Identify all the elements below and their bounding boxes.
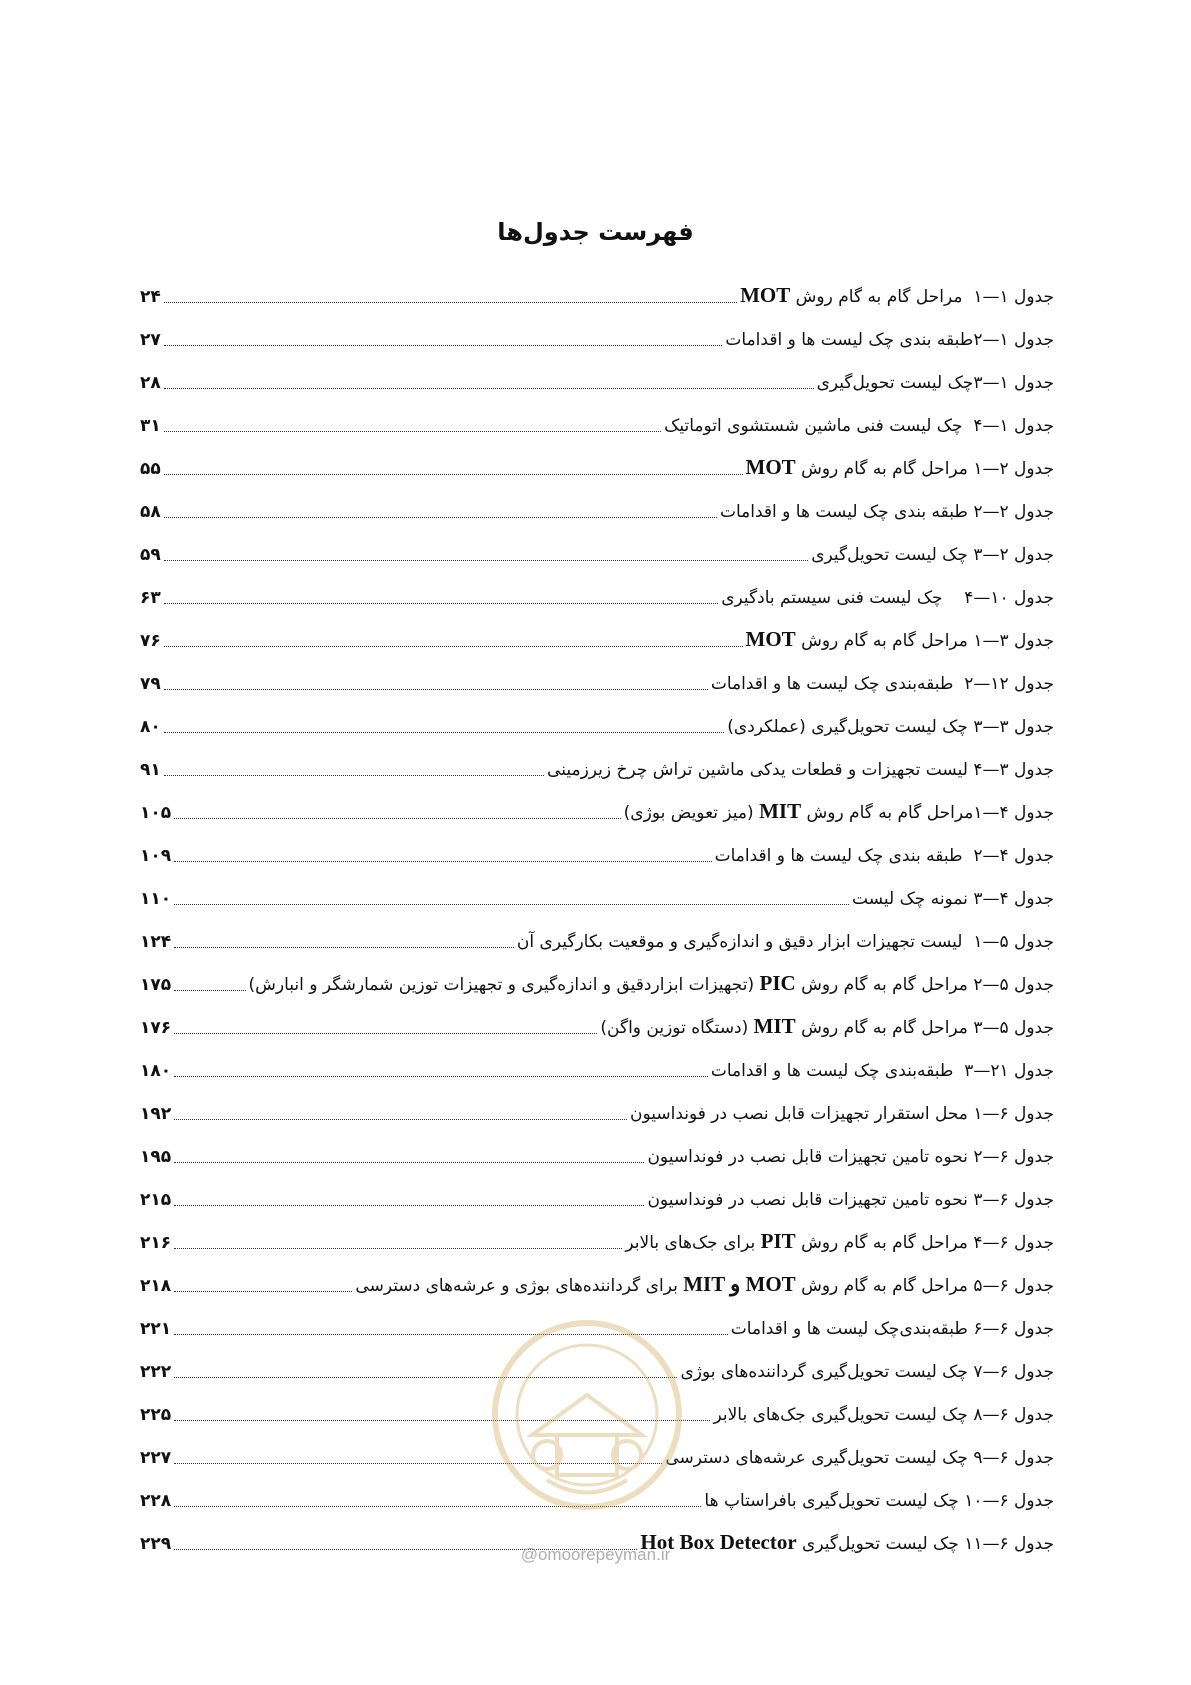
toc-entry[interactable] [140, 915, 1054, 958]
toc-page-number: ۳۱ [140, 416, 161, 436]
toc-page-number: ۱۱۰ [140, 889, 172, 909]
toc-entry-acronym: MOT [745, 627, 796, 651]
dot-leader [164, 302, 737, 303]
toc-entry-acronym: Hot Box Detector [640, 1530, 797, 1554]
toc-entry-label [811, 543, 1054, 567]
toc-entry-acronym: PIC [759, 971, 796, 995]
toc-entry-label [740, 283, 1054, 309]
toc-entry-text: جدول ۶—۱۰ چک لیست تحویل‌گیری بافراستاپ ها [704, 1491, 1054, 1511]
toc-page-number: ۲۱۶ [140, 1233, 172, 1253]
dot-leader [174, 1205, 644, 1206]
toc-entry-label [852, 887, 1054, 911]
dot-leader [164, 345, 723, 346]
toc-entry-label [731, 1317, 1054, 1341]
toc-page-number: ۲۲۸ [140, 1491, 172, 1511]
toc-entry[interactable] [140, 700, 1054, 743]
toc-page-number: ۱۸۰ [140, 1061, 172, 1081]
toc-entry[interactable] [140, 786, 1054, 829]
toc-entry[interactable] [140, 270, 1054, 313]
toc-entry-acronym: MIT و MOT [683, 1272, 796, 1296]
dot-leader [164, 646, 743, 647]
toc-entry-label [715, 844, 1054, 868]
dot-leader [164, 388, 814, 389]
dot-leader [164, 603, 718, 604]
toc-entry-label [713, 1403, 1054, 1427]
dot-leader [164, 431, 661, 432]
toc-page-number: ۲۷ [140, 330, 161, 350]
toc-entry-text: جدول ۶—۷ چک لیست تحویل‌گیری گرداننده‌های بوژی [680, 1362, 1054, 1382]
toc-entry-label [817, 371, 1054, 395]
dot-leader [174, 818, 621, 819]
toc-entry[interactable] [140, 1087, 1054, 1130]
toc-page-number: ۱۷۶ [140, 1018, 172, 1038]
toc-page-number: ۱۰۵ [140, 803, 172, 823]
toc-entry[interactable] [140, 399, 1054, 442]
toc-page-number: ۱۷۵ [140, 975, 172, 995]
toc-page-number: ۱۰۹ [140, 846, 172, 866]
watermark-url: @omoorepeyman.ir [520, 1545, 671, 1564]
toc-entry[interactable] [140, 829, 1054, 872]
toc-entry-text: جدول ۱—۳چک لیست تحویل‌گیری [816, 373, 1054, 393]
toc-page-number: ۲۴ [140, 287, 161, 307]
toc-entry-text: جدول ۵—۱ لیست تجهیزات ابزار دقیق و اندازه‌گیری و موقعیت بکارگیری آن [516, 932, 1054, 952]
toc-entry[interactable] [140, 1259, 1054, 1302]
toc-entry-label [721, 586, 1054, 610]
toc-entry[interactable] [140, 657, 1054, 700]
toc-page-number: ۷۶ [140, 631, 161, 651]
toc-entry-acronym: MIT [759, 799, 802, 823]
toc-page-number: ۵۹ [140, 545, 161, 565]
toc-entry[interactable] [140, 614, 1054, 657]
toc-entry-text: جدول ۶—۶ طبقه‌بندی‌چک لیست ها و اقدامات [730, 1319, 1054, 1339]
toc-entry-text: جدول ۲—۱ مراحل گام به گام روش [795, 459, 1054, 479]
dot-leader [174, 990, 245, 991]
toc-entry-label [711, 672, 1054, 696]
toc-page-number: ۲۲۷ [140, 1448, 172, 1468]
toc-page-number: ۲۱۵ [140, 1190, 172, 1210]
toc-page-number: ۶۳ [140, 588, 161, 608]
toc-page-number: ۹۱ [140, 760, 161, 780]
toc-page-number: ۲۸ [140, 373, 161, 393]
toc-entry-text: جدول ۶—۴ مراحل گام به گام روش [795, 1233, 1054, 1253]
toc-page-number: ۱۹۵ [140, 1147, 172, 1167]
toc-page-number: ۱۲۴ [140, 932, 172, 952]
toc-page-number: ۲۲۲ [140, 1362, 172, 1382]
toc-entry-text: جدول ۱۰—۴ چک لیست فنی سیستم بادگیری [721, 588, 1054, 608]
toc-entry[interactable] [140, 1130, 1054, 1173]
toc-entry-text: جدول ۶—۸ چک لیست تحویل‌گیری جک‌های بالابر [713, 1405, 1054, 1425]
toc-entry[interactable] [140, 485, 1054, 528]
toc-entry-suffix: (تجهیزات ابزاردقیق و اندازه‌گیری و تجهیزات توزین شمارشگر و انبارش) [248, 975, 760, 995]
toc-entry-suffix: برای گرداننده‌های بوژی و عرشه‌های دسترسی [355, 1276, 684, 1296]
toc-page-number: ۵۵ [140, 459, 161, 479]
toc-entry-label [630, 1102, 1054, 1126]
toc-page-number: ۲۱۸ [140, 1276, 172, 1296]
toc-entry-text: جدول ۲—۳ چک لیست تحویل‌گیری [811, 545, 1054, 565]
dot-leader [174, 1076, 708, 1077]
toc-entry-text: جدول ۶—۹ چک لیست تحویل‌گیری عرشه‌های دسترسی [665, 1448, 1054, 1468]
toc-entry-text: جدول ۱—۱ مراحل گام به گام روش [790, 287, 1054, 307]
dot-leader [164, 517, 717, 518]
toc-entry[interactable] [140, 1001, 1054, 1044]
toc-entry-label [746, 627, 1055, 653]
toc-page-number: ۵۸ [140, 502, 161, 522]
toc-entry-label [664, 414, 1054, 438]
toc-entry[interactable] [140, 571, 1054, 614]
toc-entry-acronym: MOT [740, 283, 791, 307]
toc-entry-label [624, 799, 1054, 825]
dot-leader [164, 689, 708, 690]
toc-page-number: ۷۹ [140, 674, 161, 694]
toc-entry-label [665, 1446, 1054, 1470]
toc-entry-text: جدول ۶—۱۱ چک لیست تحویل‌گیری [796, 1534, 1054, 1554]
toc-entry-label [725, 328, 1054, 352]
dot-leader [174, 1248, 622, 1249]
toc-entry-text: جدول ۴—۱مراحل گام به گام روش [801, 803, 1054, 823]
toc-entry-text: جدول ۶—۱ محل استقرار تجهیزات قابل نصب در فونداسیون [629, 1104, 1054, 1124]
toc-entry-label [680, 1360, 1054, 1384]
toc-entry-label [720, 500, 1054, 524]
toc-entry-text: جدول ۶—۲ نحوه تامین تجهیزات قابل نصب در فونداسیون [647, 1147, 1054, 1167]
watermark-seal-icon [487, 1315, 687, 1515]
toc-entry-label [647, 1145, 1054, 1169]
toc-entry-text: جدول ۵—۳ مراحل گام به گام روش [795, 1018, 1054, 1038]
toc-entry-text: جدول ۲—۲ طبقه بندی چک لیست ها و اقدامات [719, 502, 1054, 522]
toc-entry-acronym: PIT [760, 1229, 796, 1253]
toc-entry[interactable] [140, 528, 1054, 571]
toc-entry[interactable] [140, 442, 1054, 485]
toc-entry-text: جدول ۴—۲ طبقه بندی چک لیست ها و اقدامات [714, 846, 1054, 866]
toc-entry-suffix: برای جک‌های بالابر [625, 1233, 761, 1253]
toc-page-number: ۲۲۹ [140, 1534, 172, 1554]
dot-leader [164, 474, 743, 475]
toc-entry[interactable] [140, 1044, 1054, 1087]
dot-leader [174, 861, 711, 862]
toc-page-number: ۲۲۵ [140, 1405, 172, 1425]
toc-entry[interactable] [140, 872, 1054, 915]
dot-leader [174, 1291, 352, 1292]
toc-entry-text: جدول ۵—۲ مراحل گام به گام روش [795, 975, 1054, 995]
toc-entry-text: جدول ۶—۳ نحوه تامین تجهیزات قابل نصب در فونداسیون [647, 1190, 1054, 1210]
toc-entry-label [517, 930, 1054, 954]
toc-entry-text: جدول ۴—۳ نمونه چک لیست [852, 889, 1054, 909]
toc-entry-label [746, 455, 1055, 481]
dot-leader [164, 560, 808, 561]
toc-entry[interactable] [140, 313, 1054, 356]
toc-entry-text: جدول ۶—۵ مراحل گام به گام روش [795, 1276, 1054, 1296]
toc-entry-acronym: MOT [745, 455, 796, 479]
toc-entry[interactable] [140, 356, 1054, 399]
toc-entry[interactable] [140, 958, 1054, 1001]
toc-entry-label [711, 1059, 1054, 1083]
dot-leader [174, 1119, 627, 1120]
toc-page-number: ۲۲۱ [140, 1319, 172, 1339]
toc-entry-text: جدول ۳—۳ چک لیست تحویل‌گیری (عملکردی) [727, 717, 1054, 737]
toc-entry-suffix: (دستگاه توزین واگن) [600, 1018, 754, 1038]
toc-entry-label [704, 1489, 1054, 1513]
toc-entry-label [727, 715, 1054, 739]
toc-page-number: ۸۰ [140, 717, 161, 737]
page-title: فهرست جدول‌ها [497, 218, 694, 246]
toc-entry-text: جدول ۱۲—۲ طبقه‌بندی چک لیست ها و اقدامات [710, 674, 1054, 694]
dot-leader [174, 904, 849, 905]
toc-entry-suffix: (میز تعویض بوژی) [623, 803, 760, 823]
toc-entry-label [625, 1229, 1054, 1255]
toc-entry[interactable] [140, 1173, 1054, 1216]
toc-entry-text: جدول ۲۱—۳ طبقه‌بندی چک لیست ها و اقدامات [710, 1061, 1054, 1081]
toc-entry-label [355, 1272, 1054, 1298]
toc-entry-acronym: MIT [753, 1014, 796, 1038]
dot-leader [174, 1162, 644, 1163]
toc-page-number: ۱۹۲ [140, 1104, 172, 1124]
toc-entry-label [547, 758, 1054, 782]
toc-entry[interactable] [140, 1216, 1054, 1259]
dot-leader [164, 732, 725, 733]
toc-entry[interactable] [140, 743, 1054, 786]
toc-entry-label [249, 971, 1055, 997]
dot-leader [174, 1033, 597, 1034]
toc-entry-text: جدول ۱—۲طبقه بندی چک لیست ها و اقدامات [725, 330, 1054, 350]
toc-entry-label [647, 1188, 1054, 1212]
toc-entry-text: جدول ۳—۱ مراحل گام به گام روش [795, 631, 1054, 651]
toc-entry-label [600, 1014, 1054, 1040]
dot-leader [164, 775, 544, 776]
toc-entry-text: جدول ۳—۴ لیست تجهیزات و قطعات یدکی ماشین تراش چرخ زیرزمینی [547, 760, 1054, 780]
dot-leader [174, 947, 514, 948]
toc-entry-text: جدول ۱—۴ چک لیست فنی ماشین شستشوی اتوماتیک [664, 416, 1054, 436]
